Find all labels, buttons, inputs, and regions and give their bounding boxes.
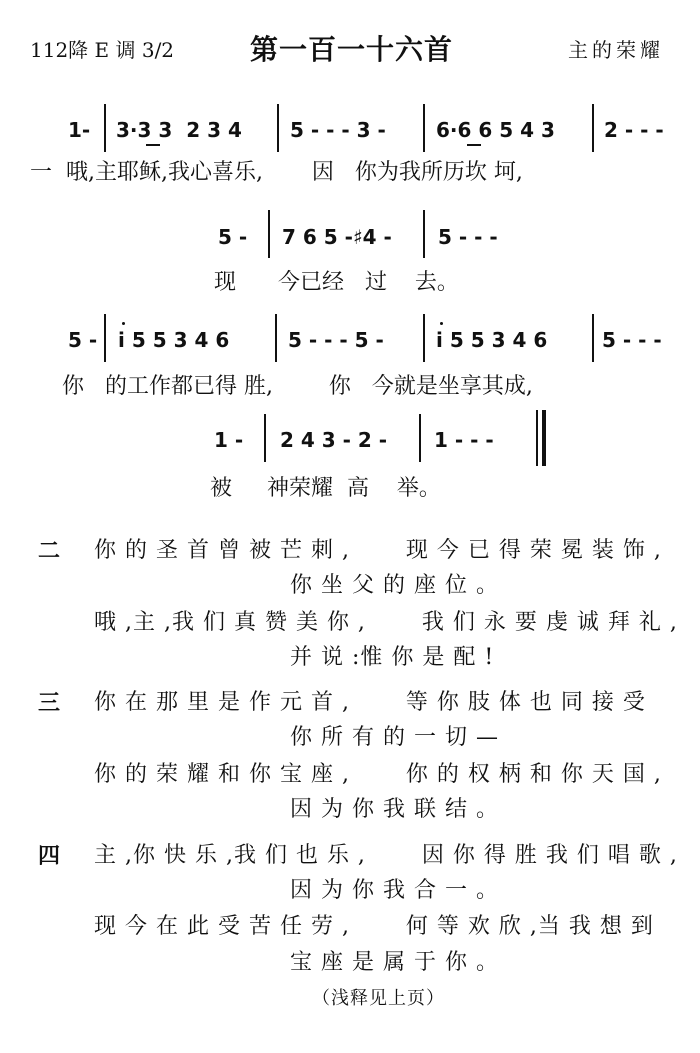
barline [277, 104, 279, 152]
underline-mark [467, 144, 481, 146]
barline [423, 210, 425, 258]
lyric-line: 一 哦,主耶稣,我心喜乐, 因 你为我所历坎 坷, [30, 160, 523, 185]
footnote: （浅释见上页） [312, 988, 445, 1009]
notes-measure: 5 - - - 5 - [288, 328, 384, 352]
notes-measure: 3·3 3 2 3 4 [116, 118, 242, 142]
barline [423, 314, 425, 362]
notes-pickup: 1 - [214, 428, 244, 452]
notes-pickup: 5 - [68, 328, 98, 352]
barline [104, 314, 106, 362]
hymn-number-key: 112降 E 调 3/2 [30, 38, 175, 62]
notes-pickup: 1- [68, 118, 91, 142]
verse-line: 宝 座 是 属 于 你 。 [290, 950, 499, 975]
notes-measure: 1 - - - [434, 428, 494, 452]
notes-measure: i 5 5 3 4 6 [118, 328, 230, 352]
notes-measure: 2 - - - [604, 118, 664, 142]
barline [104, 104, 106, 152]
verse-line: 你 的 荣 耀 和 你 宝 座 , 你 的 权 柄 和 你 天 国 , [94, 762, 662, 787]
notes-measure: 5 - - - [602, 328, 662, 352]
verse-line: 你 在 那 里 是 作 元 首 , 等 你 肢 体 也 同 接 受 [94, 690, 646, 715]
barline [592, 104, 594, 152]
verse-line: 因 为 你 我 联 结 。 [290, 797, 499, 822]
verse-number: 四 [38, 843, 61, 869]
barline [268, 210, 270, 258]
notes-measure: i 5 5 3 4 6 [436, 328, 548, 352]
verse-line: 你 所 有 的 一 切 — [290, 725, 499, 750]
notes-measure: 2 4 3 - 2 - [280, 428, 388, 452]
high-octave-dot [440, 322, 443, 325]
page-title: 第一百一十六首 [250, 33, 454, 66]
verse-line: 哦 ,主 ,我 们 真 赞 美 你 , 我 们 永 要 虔 诚 拜 礼 , [94, 610, 678, 635]
barline [423, 104, 425, 152]
lyric-line: 现 今已经 过 去。 [214, 270, 459, 295]
verse-number: 三 [38, 690, 61, 716]
barline [264, 414, 266, 462]
notes-measure: 6·6 6 5 4 3 [436, 118, 555, 142]
hymn-name: 主的荣耀 [568, 38, 664, 62]
underline-mark [146, 144, 160, 146]
verse-line: 现 今 在 此 受 苦 任 劳 , 何 等 欢 欣 ,当 我 想 到 [94, 914, 654, 939]
lyric-line: 你 的工作都已得 胜, 你 今就是坐享其成, [62, 374, 533, 399]
barline [275, 314, 277, 362]
barline [592, 314, 594, 362]
verse-line: 并 说 :惟 你 是 配 ! [290, 645, 495, 670]
notes-measure: 5 - - - 3 - [290, 118, 386, 142]
verse-line: 你 的 圣 首 曾 被 芒 刺 , 现 今 已 得 荣 冕 装 饰 , [94, 538, 662, 563]
verse-line: 主 ,你 快 乐 ,我 们 也 乐 , 因 你 得 胜 我 们 唱 歌 , [94, 843, 678, 868]
final-barline-thin [536, 410, 538, 466]
final-barline-thick [542, 410, 546, 466]
lyric-line: 被 神荣耀 高 举。 [210, 476, 441, 501]
verse-number: 二 [38, 538, 61, 564]
verse-line: 因 为 你 我 合 一 。 [290, 878, 499, 903]
notes-measure: 5 - - - [438, 225, 498, 249]
high-octave-dot [122, 322, 125, 325]
notes-pickup: 5 - [218, 225, 248, 249]
verse-line: 你 坐 父 的 座 位 。 [290, 573, 499, 598]
notes-measure: 7 6 5 -♯4 - [282, 225, 392, 249]
barline [419, 414, 421, 462]
